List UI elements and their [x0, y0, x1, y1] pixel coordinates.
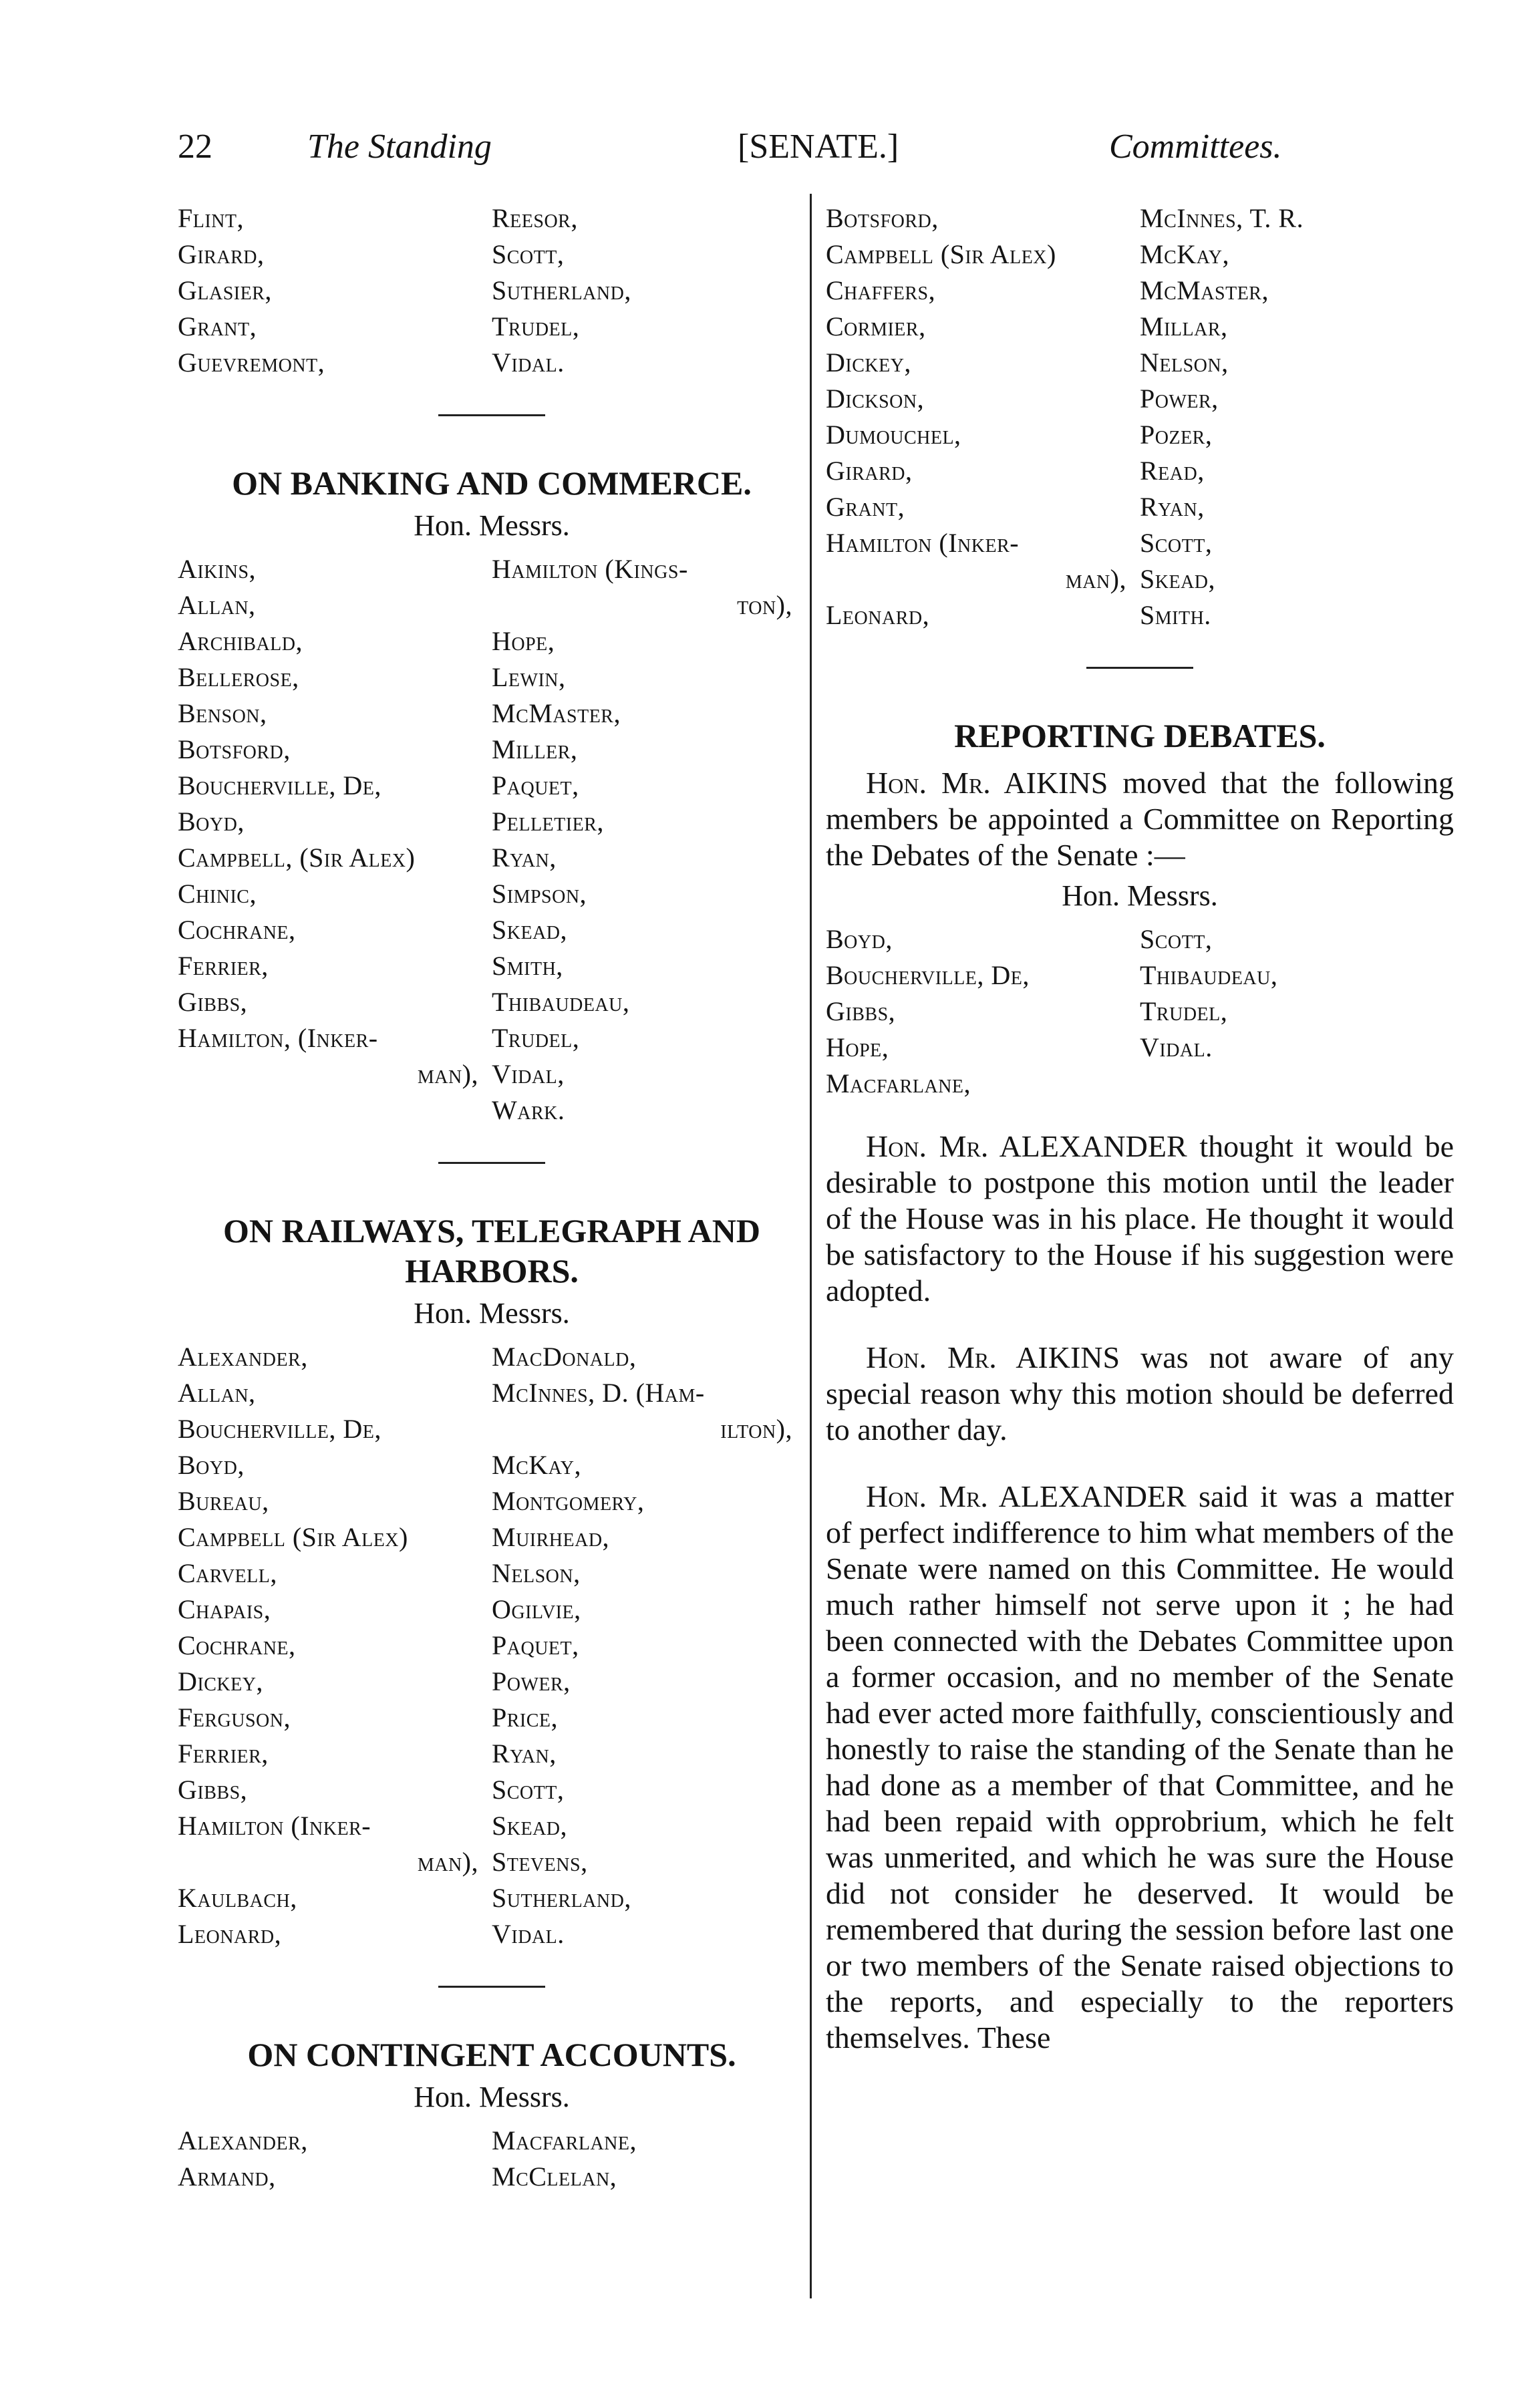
member-name: Campbell (Sir Alex) [178, 1522, 408, 1552]
member-name: Ryan, [1140, 492, 1205, 522]
member-name: Allan, [178, 590, 256, 620]
member-name: Paquet, [492, 770, 579, 800]
member-name: Ryan, [492, 843, 557, 873]
member-name: McInnes, T. R. [1140, 203, 1304, 233]
member-name: Dickson, [826, 384, 925, 414]
paragraph-text: ALEXANDER said it was a matter of perfect indifference to him what members of the Senate were named on this Committee. He would much rather himself not serve upon it ; he had been connected with the Debates Committee upon a former occasion, and no member of the Senate had ever acted more faithfully, conscientiously and honestly to raise the standing of the Senate than he had done as a member of that Committee, and he had been repaid with opprobrium, which he felt was unmerited, and which he was sure the House did not consider he deserved. It would be remembered that during the session before last one or two members of the Senate raised objections to the reports, and especially to the reporters themselves. These [826, 1479, 1454, 2055]
member-name: Hamilton, (Inker- [178, 1023, 378, 1053]
member-name: Gibbs, [826, 996, 896, 1026]
member-name: Nelson, [1140, 347, 1229, 378]
member-name: Paquet, [492, 1630, 579, 1660]
debate-paragraph [826, 1340, 1454, 1448]
member-name: Ferguson, [178, 1702, 291, 1733]
member-name: Reesor, [492, 203, 578, 233]
member-name: Sutherland, [492, 275, 631, 305]
member-name: Thibaudeau, [492, 987, 630, 1017]
hon-messrs-label: Hon. Messrs. [414, 1297, 570, 1330]
left-column [178, 200, 806, 2195]
member-name: Boucherville, De, [178, 1414, 381, 1444]
speaker-lead: Hon. Mr. [866, 1340, 997, 1374]
member-name: Boyd, [826, 924, 893, 954]
member-name: Montgomery, [492, 1486, 645, 1516]
member-name: Kaulbach, [178, 1883, 297, 1913]
member-name: Power, [1140, 384, 1219, 414]
member-name: Nelson, [492, 1558, 581, 1588]
member-name: Wark. [492, 1095, 565, 1125]
member-name: McKay, [492, 1450, 581, 1480]
speaker-lead: Hon. Mr. [866, 766, 991, 800]
member-name: Scott, [1140, 924, 1213, 954]
member-name: Stevens, [492, 1847, 588, 1877]
member-name: Skead, [492, 915, 568, 945]
section-separator [438, 414, 545, 416]
member-name: Cochrane, [178, 915, 296, 945]
member-name: Bellerose, [178, 662, 299, 692]
member-name: Flint, [178, 203, 244, 233]
page-number: 22 [178, 128, 212, 166]
member-name: Girard, [178, 239, 265, 269]
page-header [0, 127, 1534, 180]
member-name: Scott, [492, 239, 565, 269]
member-name: Skead, [492, 1811, 568, 1841]
member-name: Pozer, [1140, 420, 1213, 450]
hon-messrs-label: Hon. Messrs. [414, 2081, 570, 2113]
member-name: Cormier, [826, 311, 926, 341]
member-name: Boyd, [178, 1450, 245, 1480]
hon-messrs-label: Hon. Messrs. [1062, 879, 1218, 912]
name-list [826, 200, 1454, 633]
member-name: Ryan, [492, 1739, 557, 1769]
member-name: Allan, [178, 1378, 256, 1408]
name-list-contingent [178, 2123, 806, 2195]
member-name: Smith. [1140, 600, 1211, 630]
hon-messrs-label: Hon. Messrs. [414, 509, 570, 542]
member-name: Campbell, (Sir Alex) [178, 843, 416, 873]
member-name: Benson, [178, 698, 267, 728]
member-name: Hamilton (Inker- [826, 528, 1020, 558]
member-name: McInnes, D. (Ham- [492, 1378, 705, 1408]
member-name: Chinic, [178, 879, 257, 909]
member-name: Millar, [1140, 311, 1228, 341]
member-name: Bureau, [178, 1486, 269, 1516]
member-name: Dickey, [826, 347, 911, 378]
member-name: Trudel, [492, 311, 580, 341]
member-name: Pelletier, [492, 806, 604, 837]
member-name: Alexander, [178, 1342, 308, 1372]
section-heading-banking: ON BANKING AND COMMERCE. [232, 464, 752, 502]
member-name: Archibald, [178, 626, 303, 656]
member-name [1140, 1066, 1454, 1102]
member-name: Price, [492, 1702, 559, 1733]
member-name: Vidal. [492, 1919, 565, 1949]
running-title-left: The Standing [307, 128, 492, 166]
speaker-lead: Hon. Mr. [866, 1129, 989, 1163]
member-name: Armand, [178, 2161, 276, 2192]
member-name: Grant, [178, 311, 257, 341]
member-name [178, 1092, 492, 1128]
member-name: Scott, [1140, 528, 1213, 558]
running-title-right: Committees. [1109, 128, 1282, 166]
member-name: Dumouchel, [826, 420, 961, 450]
debate-paragraph [826, 1128, 1454, 1309]
member-name: Chaffers, [826, 275, 936, 305]
member-name: Carvell, [178, 1558, 277, 1588]
member-name: Power, [492, 1666, 571, 1696]
member-name: Campbell (Sir Alex) [826, 239, 1056, 269]
intro-text: AIKINS moved that the following members be appointed a Committee on Reporting the Debates of the Senate :— [826, 766, 1454, 872]
member-name: Smith, [492, 951, 563, 981]
member-name: Leonard, [826, 600, 930, 630]
member-name: Vidal. [492, 347, 565, 378]
member-name: Skead, [1140, 564, 1216, 594]
member-name: Ferrier, [178, 951, 269, 981]
name-list-banking [178, 551, 806, 1128]
member-name: man), [1065, 564, 1126, 594]
member-name: Macfarlane, [492, 2125, 637, 2155]
member-name: Hope, [826, 1032, 889, 1062]
member-name: Guevremont, [178, 347, 325, 378]
section-heading-railways: ON RAILWAYS, TELEGRAPH AND HARBORS. [223, 1212, 760, 1290]
member-name: Boyd, [178, 806, 245, 837]
member-name: Sutherland, [492, 1883, 631, 1913]
column-divider [810, 194, 812, 2298]
member-name: MacDonald, [492, 1342, 637, 1372]
reporting-intro [826, 765, 1454, 873]
name-list-railways [178, 1339, 806, 1952]
member-name: Trudel, [492, 1023, 580, 1053]
member-name: Grant, [826, 492, 905, 522]
name-list [178, 200, 806, 381]
member-name: ton), [737, 590, 792, 620]
member-name: Alexander, [178, 2125, 308, 2155]
section-separator [1086, 667, 1193, 669]
member-name: Leonard, [178, 1919, 282, 1949]
member-name: man), [417, 1847, 478, 1877]
member-name: Cochrane, [178, 1630, 296, 1660]
member-name: Macfarlane, [826, 1068, 971, 1098]
member-name: Girard, [826, 456, 913, 486]
member-name: McMaster, [1140, 275, 1269, 305]
section-heading-contingent: ON CONTINGENT ACCOUNTS. [247, 2036, 736, 2073]
speaker-lead: Hon. Mr. [866, 1479, 988, 1513]
member-name: Miller, [492, 734, 578, 764]
member-name: ilton), [720, 1414, 792, 1444]
member-name: man), [417, 1059, 478, 1089]
member-name: Chapais, [178, 1594, 271, 1624]
paragraph-text: ALEXANDER thought it would be desirable to postpone this motion until the leader of the House was in his place. He thought it would be satisfactory to the House if his suggestion were adopted. [826, 1129, 1454, 1308]
member-name: McClelan, [492, 2161, 617, 2192]
member-name: Muirhead, [492, 1522, 610, 1552]
member-name: McMaster, [492, 698, 621, 728]
member-name: McKay, [1140, 239, 1229, 269]
paragraph-text: AIKINS was not aware of any special reason why this motion should be deferred to another day. [826, 1340, 1454, 1447]
member-name: Trudel, [1140, 996, 1228, 1026]
member-name: Boucherville, De, [178, 770, 381, 800]
member-name: Gibbs, [178, 1775, 248, 1805]
member-name: Ferrier, [178, 1739, 269, 1769]
debate-paragraphs [826, 1128, 1454, 2056]
member-name: Hamilton (Inker- [178, 1811, 371, 1841]
member-name: Thibaudeau, [1140, 960, 1278, 990]
section-heading-reporting: REPORTING DEBATES. [954, 717, 1326, 754]
name-list-reporting [826, 921, 1454, 1102]
member-name: Botsford, [826, 203, 939, 233]
member-name: Vidal. [1140, 1032, 1213, 1062]
running-title-center: [SENATE.] [738, 128, 899, 166]
right-column [826, 200, 1454, 2056]
member-name: Glasier, [178, 275, 272, 305]
section-separator [438, 1162, 545, 1164]
member-name: Gibbs, [178, 987, 248, 1017]
member-name: Vidal, [492, 1059, 565, 1089]
member-name: Hamilton (Kings- [492, 554, 688, 584]
member-name: Botsford, [178, 734, 291, 764]
member-name: Boucherville, De, [826, 960, 1030, 990]
member-name: Read, [1140, 456, 1205, 486]
member-name: Scott, [492, 1775, 565, 1805]
member-name: Dickey, [178, 1666, 263, 1696]
debate-paragraph [826, 1479, 1454, 2056]
member-name: Aikins, [178, 554, 257, 584]
member-name: Simpson, [492, 879, 587, 909]
member-name: Hope, [492, 626, 555, 656]
section-separator [438, 1986, 545, 1988]
member-name: Lewin, [492, 662, 566, 692]
member-name: Ogilvie, [492, 1594, 581, 1624]
